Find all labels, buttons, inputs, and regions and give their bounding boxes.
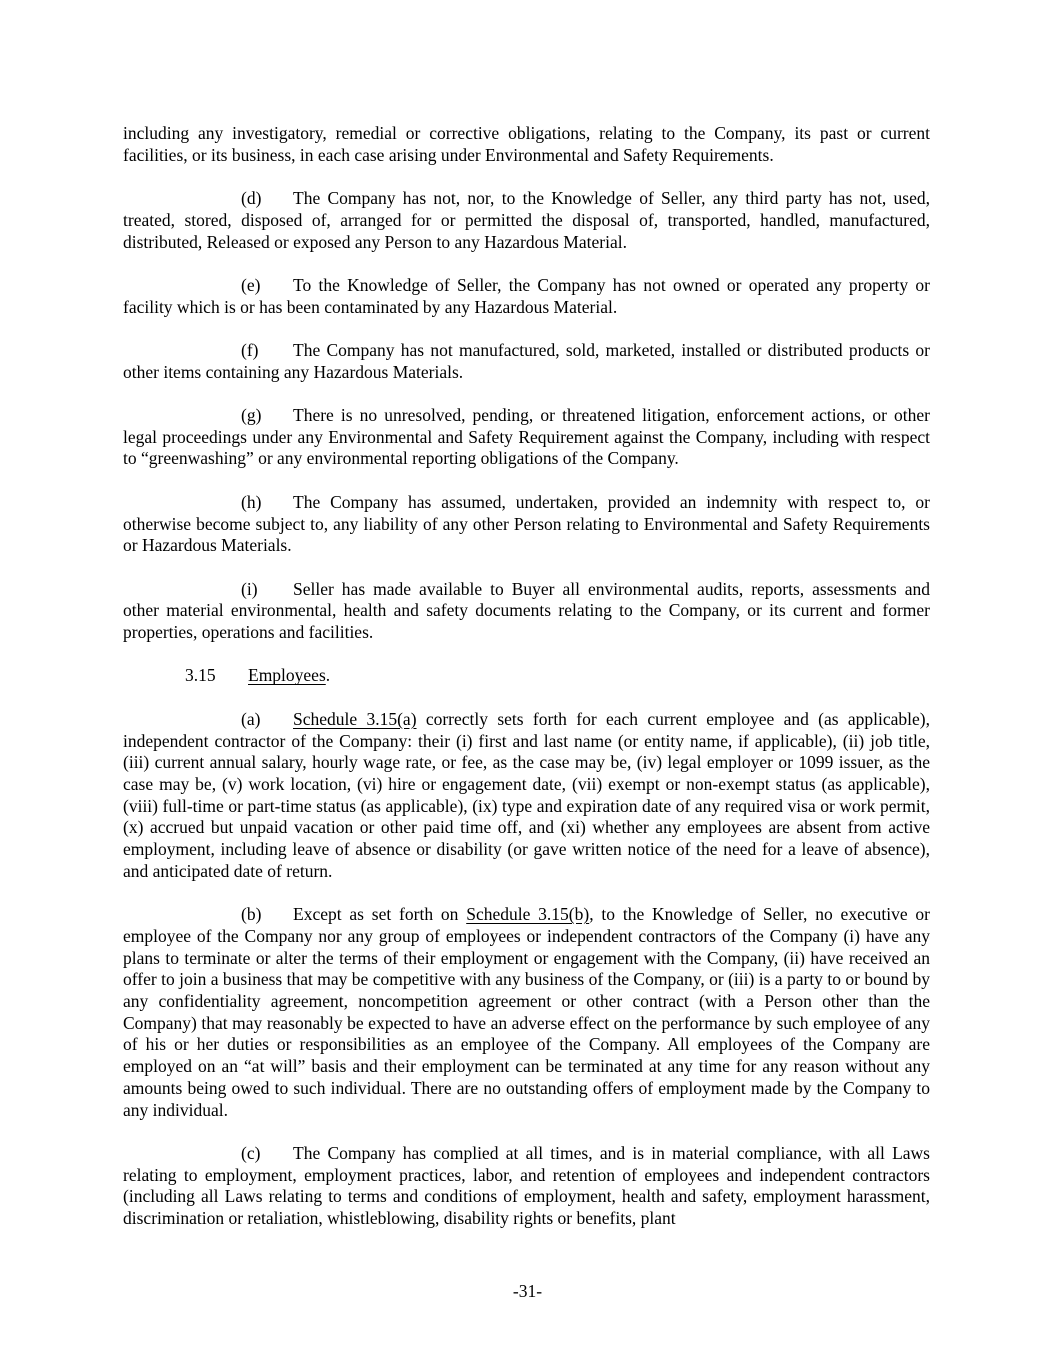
paragraph-text: The Company has not, nor, to the Knowledge of Seller, any third party has not, used, treated, stored, disposed of, arranged for or permitted the disposal of, transported, handled, manufactured, distributed, Released or exposed any Person to any Hazardous Material. (123, 188, 930, 252)
paragraph-text: Except as set forth on (293, 904, 467, 925)
paragraph-text: The Company has not manufactured, sold, marketed, installed or distributed products or other items containing any Hazardous Materials. (123, 339, 930, 382)
paragraph-text: including any investigatory, remedial or corrective obligations, relating to the Company, its past or current facilities, or its business, in each case arising under Environmental and Safety Requirements. (123, 123, 930, 165)
paragraph-label-g: (g) (241, 405, 262, 426)
paragraph-text: The Company has assumed, undertaken, provided an indemnity with respect to, or otherwise become subject to, any liability of any other Person relating to Environmental and Safety Requirements or Hazardous Materials. (123, 491, 930, 556)
paragraph-label-c: (c) (241, 1142, 261, 1163)
paragraph-label-e: (e) (241, 274, 261, 295)
page-number: -31- (512, 1281, 543, 1302)
paragraph-text: To the Knowledge of Seller, the Company has not owned or operated any property or facility which is or has been contaminated by any Hazardous Material. (123, 274, 930, 317)
paragraph-e (123, 275, 930, 318)
paragraph-f (123, 340, 930, 383)
paragraph-b (123, 904, 930, 1121)
paragraph-label-i: (i) (241, 578, 258, 599)
paragraph-label-d: (d) (241, 188, 262, 209)
section-number: 3.15 (185, 665, 216, 686)
section-title-period: . (325, 665, 331, 686)
paragraph-i (123, 579, 930, 644)
paragraph-h (123, 492, 930, 557)
section-heading-3-15 (123, 665, 930, 687)
page-footer (0, 1281, 1055, 1303)
paragraph-text: The Company has complied at all times, and is in material compliance, with all Laws relating to employment, employment practices, labor, and retention of employees and independent contractors (including all Laws relating to terms and conditions of employment, health and safety, employment harassment, discrimination or retaliation, whistleblowing, disability rights or benefits, plant (123, 1142, 930, 1228)
schedule-reference-315b: Schedule 3.15(b) (466, 904, 590, 925)
paragraph-text: , to the Knowledge of Seller, no executive or employee of the Company nor any group of employees or independent contractors of the Company (i) have any plans to terminate or alter the terms of their employment or engagement with the Company, (ii) have received an offer to join a business that may be competitive with any business of the Company, or (iii) is a party to or bound by any confidentiality agreement, noncompetition agreement or other contract (with a Person other than the Company) that may reasonably be expected to have an adverse effect on the performance by such employee of any of his or her duties or responsibilities as an employee of the Company. All employees of the Company are employed on an “at will” basis and their employment can be terminated at any time for any reason without any amounts being owed to such individual. There are no outstanding offers of employment made by the Company to any individual. (123, 904, 930, 1120)
paragraph-label-f: (f) (241, 339, 259, 360)
schedule-reference-315a: Schedule 3.15(a) (293, 708, 417, 729)
paragraph-g (123, 405, 930, 470)
paragraph-c (123, 1143, 930, 1230)
paragraph-label-a: (a) (241, 708, 261, 729)
paragraph-text: Seller has made available to Buyer all environmental audits, reports, assessments and other material environmental, health and safety documents relating to the Company, or its current and former properties, operations and facilities. (123, 578, 930, 643)
paragraph-label-b: (b) (241, 904, 262, 925)
paragraph-d (123, 188, 930, 253)
section-title: Employees (248, 665, 326, 686)
paragraph-continuation (123, 123, 930, 166)
paragraph-label-h: (h) (241, 491, 262, 512)
paragraph-text: There is no unresolved, pending, or threatened litigation, enforcement actions, or other legal proceedings under any Environmental and Safety Requirement against the Company, including with respect to “greenwashing” or any environmental reporting obligations of the Company. (123, 405, 930, 469)
paragraph-a (123, 709, 930, 883)
paragraph-text: correctly sets forth for each current employee and (as applicable), independent contractor of the Company: their (i) first and last name (or entity name, if applicable), (ii) job title, (iii) current annual salary, hourly wage rate, or fee, as the case may be, (iv) legal employer or 1099 issuer, as the case may be, (v) work location, (vi) hire or engagement date, (vii) exempt or non-exempt status (as applicable), (viii) full-time or part-time status (as applicable), (ix) type and expiration date of any required visa or work permit, (x) accrued but unpaid vacation or other paid time off, and (xi) whether any employees are absent from active employment, including leave of absence or disability (or gave written notice of the need for a leave of absence), and anticipated date of return. (123, 708, 930, 881)
